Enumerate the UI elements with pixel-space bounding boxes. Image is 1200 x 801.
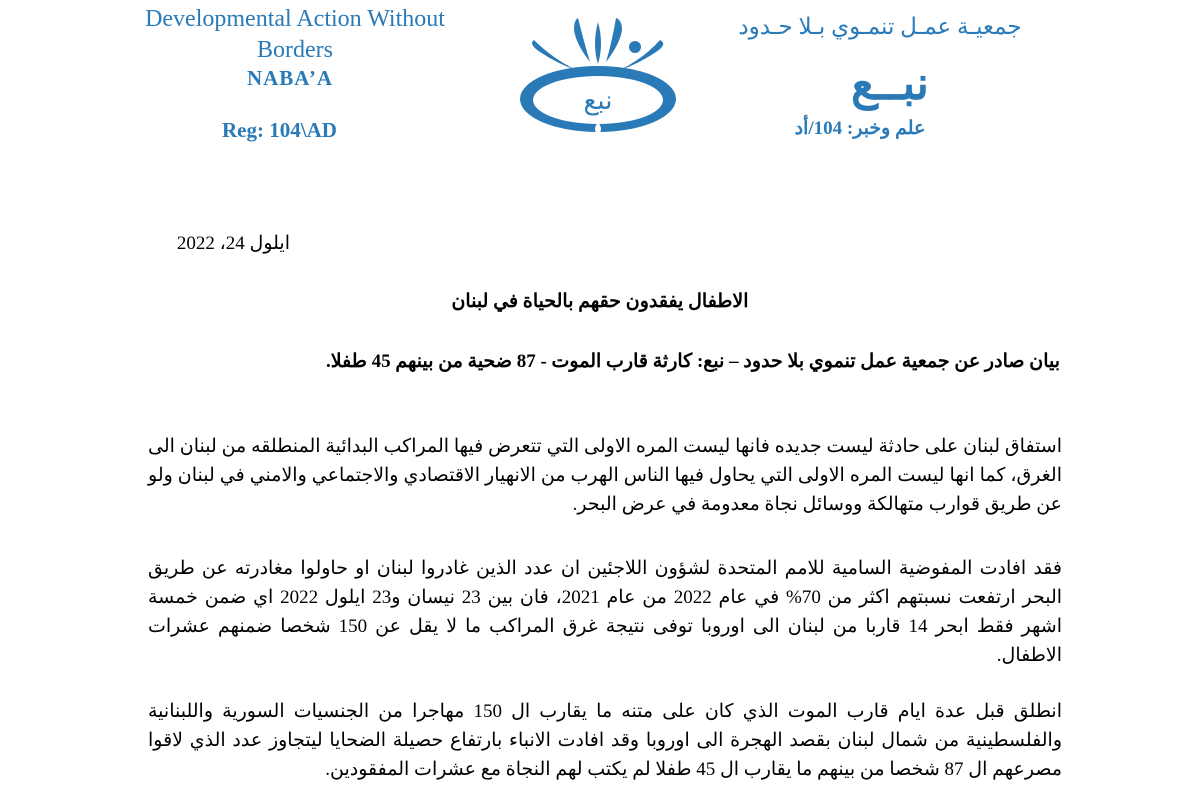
paragraph: انطلق قبل عدة ايام قارب الموت الذي كان على متنه ما يقارب ال 150 مهاجرا من الجنسيات السورية واللبنانية والفلسطينية من شمال لبنان بقصد الهجرة الى اوروبا وقد افادت الانباء بارتفاع حصيلة الضحايا ليتجاوز عدد الذي لاقوا مصرعهم ال 87 شخصا من بينهم ما يقارب ال 45 طفلا لم يكتب لهم النجاة مع عشرات المفقودين. [148,701,1062,780]
paragraph: فقد افادت المفوضية السامية للامم المتحدة لشؤون اللاجئين ان عدد الذين غادروا لبنان او حاولوا مغادرته عن طريق البحر ارتفعت نسبتهم اكثر من 70% في عام 2022 من عام 2021، فان بين 23 نيسان و23 ايلول 2022 اي ضمن خمسة اشهر فقط ابحر 14 قاربا من لبنان الى اوروبا توفى نتيجة غرق المراكب ما لا يقل عن 150 شخصا ضمنهم عشرات الاطفال. [148,558,1063,666]
org-name-en: Developmental Action Without Borders [145,6,445,63]
org-name-ar: جمعيـة عمـل تنمـوي بـلا حـدود [738,14,1022,39]
naba-logo [514,14,682,134]
document-subtitle: بيان صادر عن جمعية عمل تنموي بلا حدود – نبع: كارثة قارب الموت - 87 ضحية من بينهم 45 طفلا. [326,351,1060,372]
paragraph: استفاق لبنان على حادثة ليست جديده فانها ليست المره الاولى التي تتعرض فيها المراكب البدائية المنطلقه من لبنان الى الغرق، كما انها ليست المره الاولى التي يحاول فيها الناس الهرب من الانهيار الاقتصادي والاجتماعي والامني في لبنان ولو عن طريق قوارب متهالكة ووسائل نجاة معدومة في عرض البحر. [148,436,1062,515]
org-short-name-en: NABA’A [246,66,334,90]
logo-text: نبع [583,86,613,116]
org-short-name-ar: نبــع [850,58,930,109]
document-title: الاطفال يفقدون حقهم بالحياة في لبنان [451,291,749,312]
registration-en: Reg: 104\AD [222,118,337,142]
document-date: ايلول 24، 2022 [176,233,290,254]
registration-ar: علم وخبر: 104/أد [794,118,926,139]
